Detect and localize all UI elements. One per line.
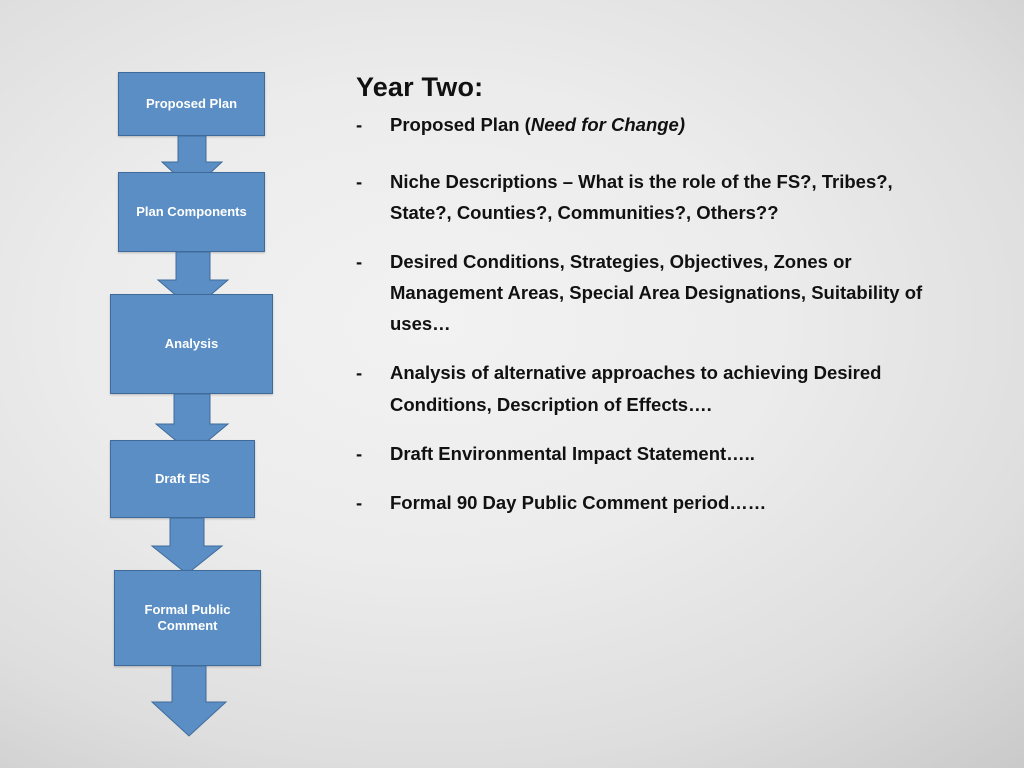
slide-body <box>356 72 956 536</box>
flow-step-draft-eis[interactable] <box>110 440 255 518</box>
flow-step-proposed-plan[interactable] <box>118 72 265 136</box>
flow-step-label: Draft EIS <box>155 470 210 486</box>
flow-step-plan-components[interactable] <box>118 172 265 252</box>
bullet-item <box>356 246 956 339</box>
bullet-text <box>390 109 956 140</box>
bullet-text: Analysis of alternative approaches to achieving Desired Conditions, Description of Effects…. <box>390 362 882 415</box>
flow-step-label: Formal Public Comment <box>144 601 231 633</box>
bullet-dash: - <box>356 251 363 273</box>
bullet-text-emphasis: Need for Change) <box>530 114 686 135</box>
bullet-item <box>356 166 956 228</box>
flow-step-label: Analysis <box>164 335 219 351</box>
flow-step-label: Plan Components <box>136 203 247 219</box>
page-title: Year Two: <box>356 72 484 102</box>
bullet-dash: - <box>356 362 363 384</box>
bullet-item <box>356 109 956 140</box>
bullet-text: Niche Descriptions – What is the role of the FS?, Tribes?, State?, Counties?, Communities?, Others?? <box>390 171 893 224</box>
flow-step-label: Proposed Plan <box>145 95 238 111</box>
flow-arrow-down-4 <box>144 518 232 576</box>
bullet-text: Desired Conditions, Strategies, Objectives, Zones or Management Areas, Special Area Designations, Suitability of uses… <box>390 251 923 335</box>
bullet-dash: - <box>356 442 363 464</box>
bullet-item <box>356 438 956 469</box>
bullet-text: Draft Environmental Impact Statement….. <box>390 442 755 464</box>
bullet-item <box>356 357 956 419</box>
bullet-item <box>356 487 956 518</box>
bullet-dash: - <box>356 114 363 135</box>
bullet-dash: - <box>356 491 363 513</box>
flow-arrow-down-5 <box>144 666 236 738</box>
flow-step-analysis[interactable] <box>110 294 273 394</box>
bullet-dash: - <box>356 171 363 193</box>
bullet-text: Formal 90 Day Public Comment period…… <box>390 491 767 513</box>
flow-step-formal-public-comment[interactable] <box>114 570 261 666</box>
bullet-text-plain: Proposed Plan ( <box>390 114 531 135</box>
